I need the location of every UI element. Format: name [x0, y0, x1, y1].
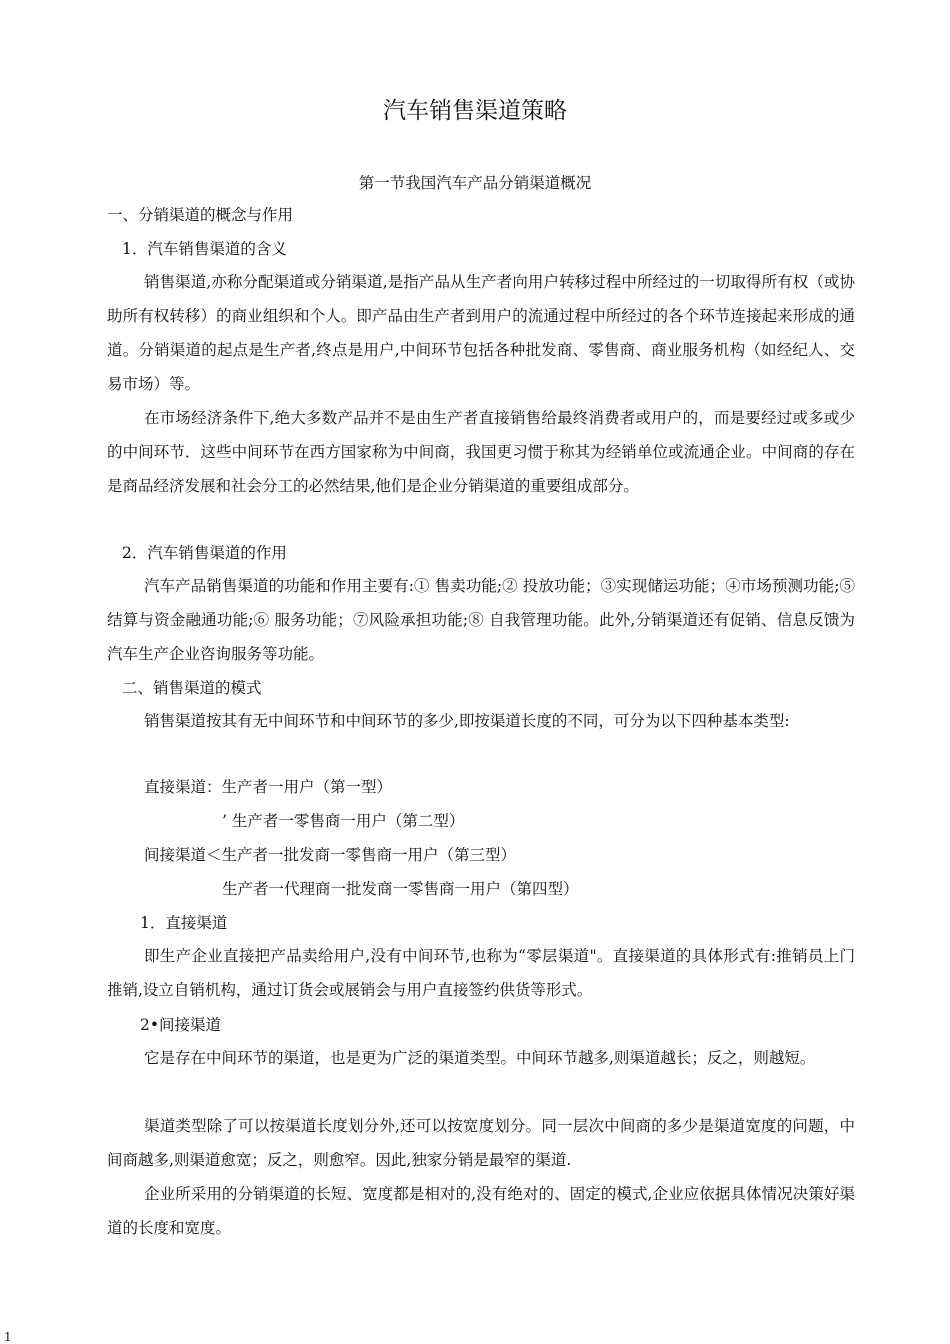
channel-type-2: ’ 生产者一零售商一用户（第二型） [222, 812, 465, 830]
subheading-indirect-channel: 2•间接渠道 [140, 1016, 222, 1034]
paragraph-functions: 汽车产品销售渠道的功能和作用主要有:① 售卖功能;② 投放功能；③实现储运功能；④市场预测功能;⑤ 结算与资金融通功能;⑥ 服务功能；⑦风险承担功能;⑧ 自我管理功能。此外,分销渠道还有促销、信息反馈为汽车生产企业咨询服务等功能。 [107, 577, 855, 663]
heading-concept-and-role: 一、分销渠道的概念与作用 [107, 206, 294, 224]
heading-channel-modes: 二、销售渠道的模式 [122, 679, 262, 697]
paragraph-channel-types: 销售渠道按其有无中间环节和中间环节的多少,即按渠道长度的不同，可分为以下四种基本类型: [144, 712, 790, 730]
paragraph-channel-width: 渠道类型除了可以按渠道长度划分外,还可以按宽度划分。同一层次中间商的多少是渠道宽度的问题，中间商越多,则渠道愈宽；反之，则愈窄。因此,独家分销是最窄的渠道. [107, 1117, 855, 1169]
paragraph-market-economy: 在市场经济条件下,绝大多数产品并不是由生产者直接销售给最终消费者或用户的，而是要经过或多或少的中间环节．这些中间环节在西方国家称为中间商，我国更习惯于称其为经销单位或流通企业。中间商的存在是商品经济发展和社会分工的必然结果,他们是企业分销渠道的重要组成部分。 [107, 409, 855, 495]
subheading-direct-channel: 1．直接渠道 [140, 914, 228, 932]
subheading-meaning: 1．汽车销售渠道的含义 [122, 240, 287, 258]
channel-type-1: 直接渠道：生产者一用户（第一型） [144, 778, 393, 796]
subheading-role: 2．汽车销售渠道的作用 [122, 544, 287, 562]
section-title: 第一节我国汽车产品分销渠道概况 [358, 174, 592, 192]
page-number: 1 [4, 1330, 12, 1344]
paragraph-indirect-channel: 它是存在中间环节的渠道，也是更为广泛的渠道类型。中间环节越多,则渠道越长；反之，则越短。 [144, 1049, 816, 1067]
channel-type-3: 间接渠道＜生产者一批发商一零售商一用户（第三型） [144, 846, 517, 864]
paragraph-direct-channel: 即生产企业直接把产品卖给用户,没有中间环节,也称为“零层渠道"。直接渠道的具体形式有:推销员上门推销,设立自销机构，通过订货会或展销会与用户直接签约供货等形式。 [107, 947, 855, 999]
channel-type-4: 生产者一代理商一批发商一零售商一用户（第四型） [222, 880, 579, 898]
document-title: 汽车销售渠道策略 [383, 98, 567, 124]
paragraph-definition: 销售渠道,亦称分配渠道或分销渠道,是指产品从生产者向用户转移过程中所经过的一切取得所有权（或协助所有权转移）的商业组织和个人。即产品由生产者到用户的流通过程中所经过的各个环节连接起来形成的通道。分销渠道的起点是生产者,终点是用户,中间环节包括各种批发商、零售商、商业服务机构（如经纪人、交易市场）等。 [107, 273, 855, 393]
paragraph-channel-decision: 企业所采用的分销渠道的长短、宽度都是相对的,没有绝对的、固定的模式,企业应依据具体情况决策好渠道的长度和宽度。 [107, 1185, 855, 1237]
